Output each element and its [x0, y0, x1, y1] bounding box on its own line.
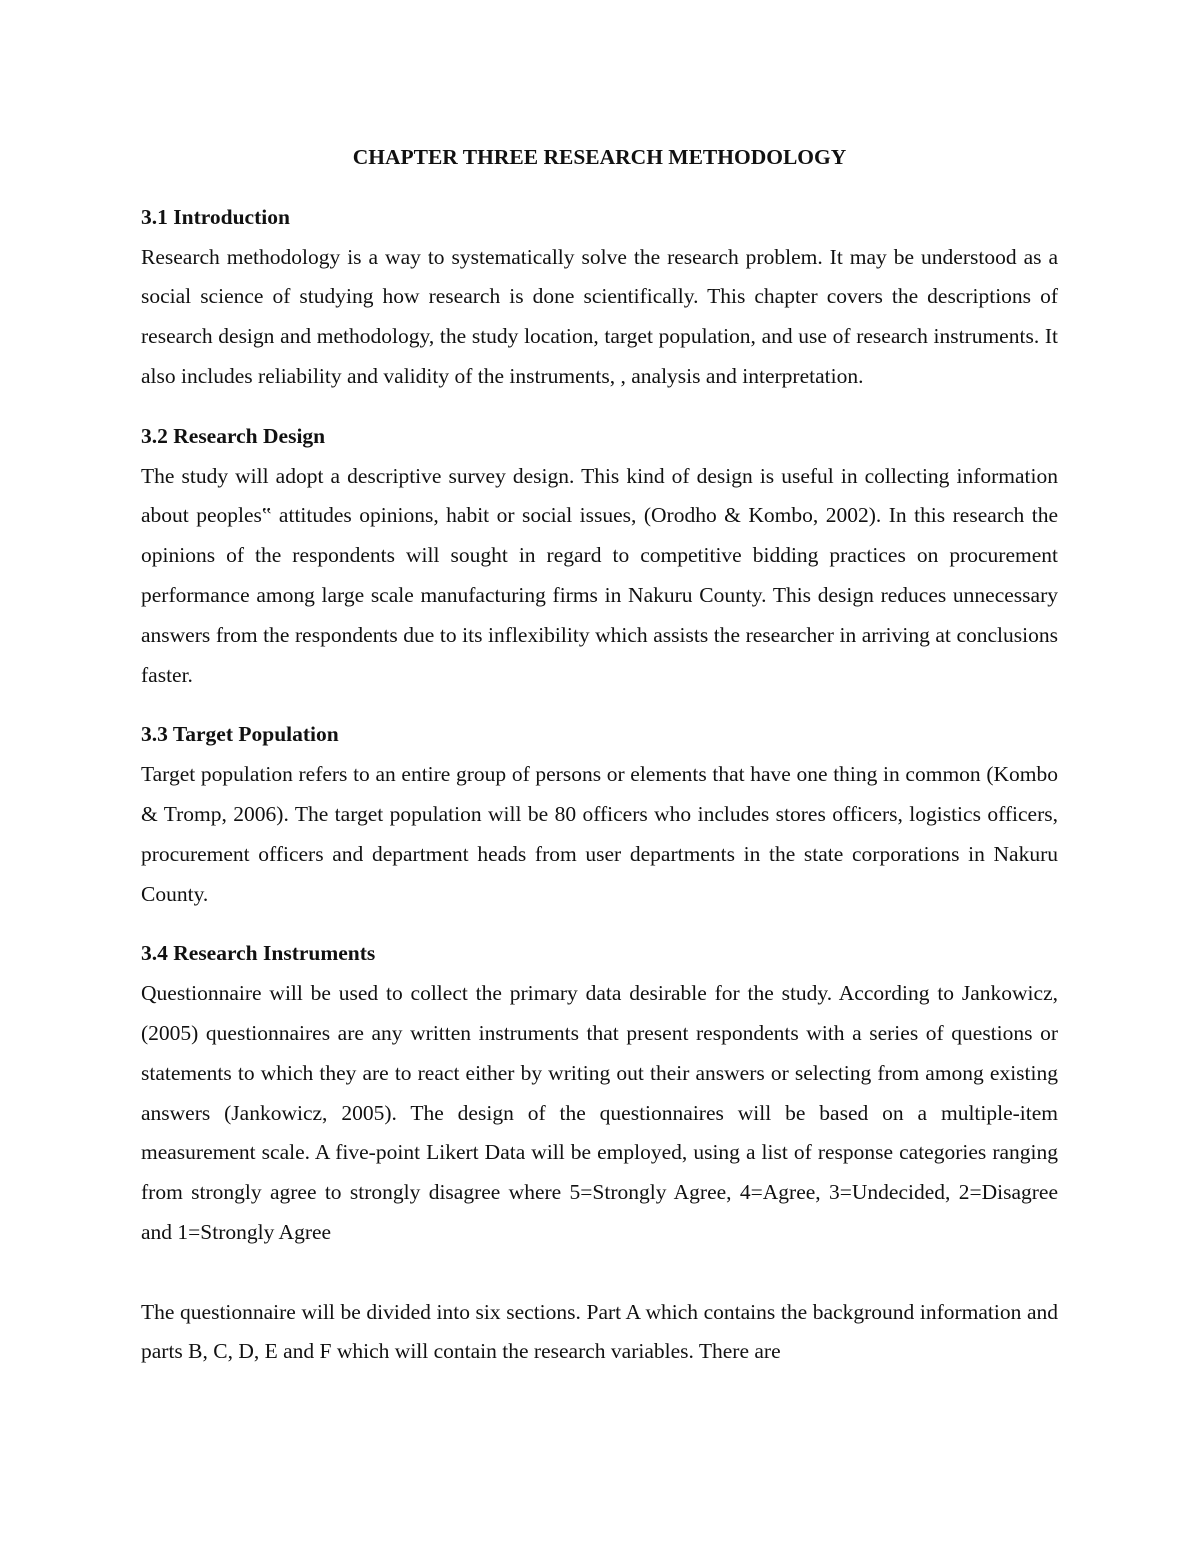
paragraph: Target population refers to an entire group of persons or elements that have one thing in common (Kombo & Tromp, 2006). The target population will be 80 officers who includes stores officers, logistics officers, procurement officers and department heads from user departments in the state corporations in Nakuru County. [141, 762, 1058, 906]
section-introduction [141, 198, 1058, 397]
section-heading: 3.3 Target Population [141, 722, 339, 747]
paragraph: The study will adopt a descriptive survey design. This kind of design is useful in collecting information about peoples‟ attitudes opinions, habit or social issues, (Orodho & Kombo, 2002). In this research the opinions of the respondents will sought in regard to competitive bidding practices on procurement performance among large scale manufacturing firms in Nakuru County. This design reduces unnecessary answers from the respondents due to its inflexibility which assists the researcher in arriving at conclusions faster. [141, 463, 1058, 687]
paragraph: The questionnaire will be divided into six sections. Part A which contains the background information and parts B, C, D, E and F which will contain the research variables. There are [141, 1299, 1058, 1364]
section-target-population [141, 715, 1058, 914]
document-page [141, 138, 1058, 1392]
paragraph: Research methodology is a way to systematically solve the research problem. It may be understood as a social science of studying how research is done scientifically. This chapter covers the descriptions of research design and methodology, the study location, target population, and use of research instruments. It also includes reliability and validity of the instruments, , analysis and interpretation. [141, 244, 1058, 388]
paragraph: Questionnaire will be used to collect the primary data desirable for the study. According to Jankowicz, (2005) questionnaires are any written instruments that present respondents with a series of questions or statements to which they are to react either by writing out their answers or selecting from among existing answers (Jankowicz, 2005). The design of the questionnaires will be based on a multiple-item measurement scale. A five-point Likert Data will be employed, using a list of response categories ranging from strongly agree to strongly disagree where 5=Strongly Agree, 4=Agree, 3=Undecided, 2=Disagree and 1=Strongly Agree [141, 981, 1058, 1244]
section-research-design [141, 417, 1058, 696]
section-research-instruments [141, 934, 1058, 1372]
chapter-title: CHAPTER THREE RESEARCH METHODOLOGY [352, 145, 847, 169]
section-heading: 3.4 Research Instruments [141, 941, 376, 966]
section-heading: 3.1 Introduction [141, 204, 290, 229]
section-heading: 3.2 Research Design [141, 423, 326, 448]
